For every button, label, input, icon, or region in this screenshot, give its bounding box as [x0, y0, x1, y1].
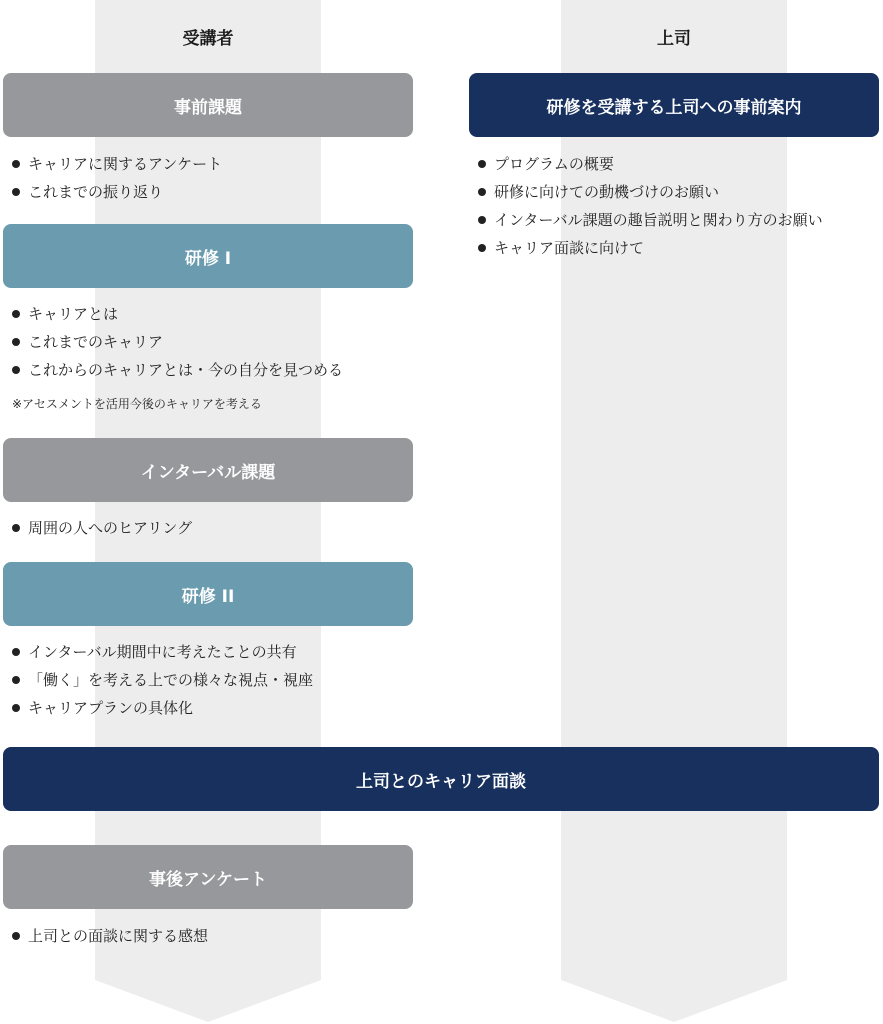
- training1-box: [3, 224, 413, 288]
- list-item: キャリア面談に向けて: [476, 234, 823, 262]
- supervisor-column-header: 上司: [657, 29, 691, 49]
- training1-title: 研修 I: [184, 248, 232, 269]
- post-survey-list: [10, 922, 208, 950]
- pre-assignment-list: [10, 150, 222, 206]
- training2-title: 研修 II: [181, 586, 235, 607]
- list-item: 研修に向けての動機づけのお願い: [476, 178, 823, 206]
- list-item: キャリアに関するアンケート: [10, 150, 222, 178]
- post-survey-box: [3, 845, 413, 909]
- interval-list: [10, 514, 192, 542]
- list-item: プログラムの概要: [476, 150, 823, 178]
- training2-box: [3, 562, 413, 626]
- list-item: キャリアプランの具体化: [10, 694, 313, 722]
- list-item: 周囲の人へのヒアリング: [10, 514, 192, 542]
- list-item: インターバル課題の趣旨説明と関わり方のお願い: [476, 206, 823, 234]
- career-interview-title: 上司とのキャリア面談: [356, 771, 526, 792]
- list-item: 「働く」を考える上での様々な視点・視座: [10, 666, 313, 694]
- interval-box: [3, 438, 413, 502]
- post-survey-title: 事後アンケート: [149, 869, 267, 890]
- training1-note: ※アセスメントを活用今後のキャリアを考える: [12, 397, 262, 411]
- participant-column-header: 受講者: [182, 29, 234, 49]
- interval-title: インターバル課題: [140, 462, 276, 483]
- pre-assignment-title: 事前課題: [174, 97, 242, 118]
- list-item: これまでの振り返り: [10, 178, 222, 206]
- supervisor-notice-list: [476, 150, 823, 262]
- list-item: これまでのキャリア: [10, 328, 343, 356]
- list-item: インターバル期間中に考えたことの共有: [10, 638, 313, 666]
- supervisor-notice-title: 研修を受講する上司への事前案内: [546, 97, 802, 118]
- pre-assignment-box: [3, 73, 413, 137]
- training2-list: [10, 638, 313, 722]
- list-item: これからのキャリアとは・今の自分を見つめる: [10, 356, 343, 384]
- list-item: キャリアとは: [10, 300, 343, 328]
- list-item: 上司との面談に関する感想: [10, 922, 208, 950]
- career-interview-box: [3, 747, 879, 811]
- training1-list: [10, 300, 343, 384]
- supervisor-notice-box: [469, 73, 879, 137]
